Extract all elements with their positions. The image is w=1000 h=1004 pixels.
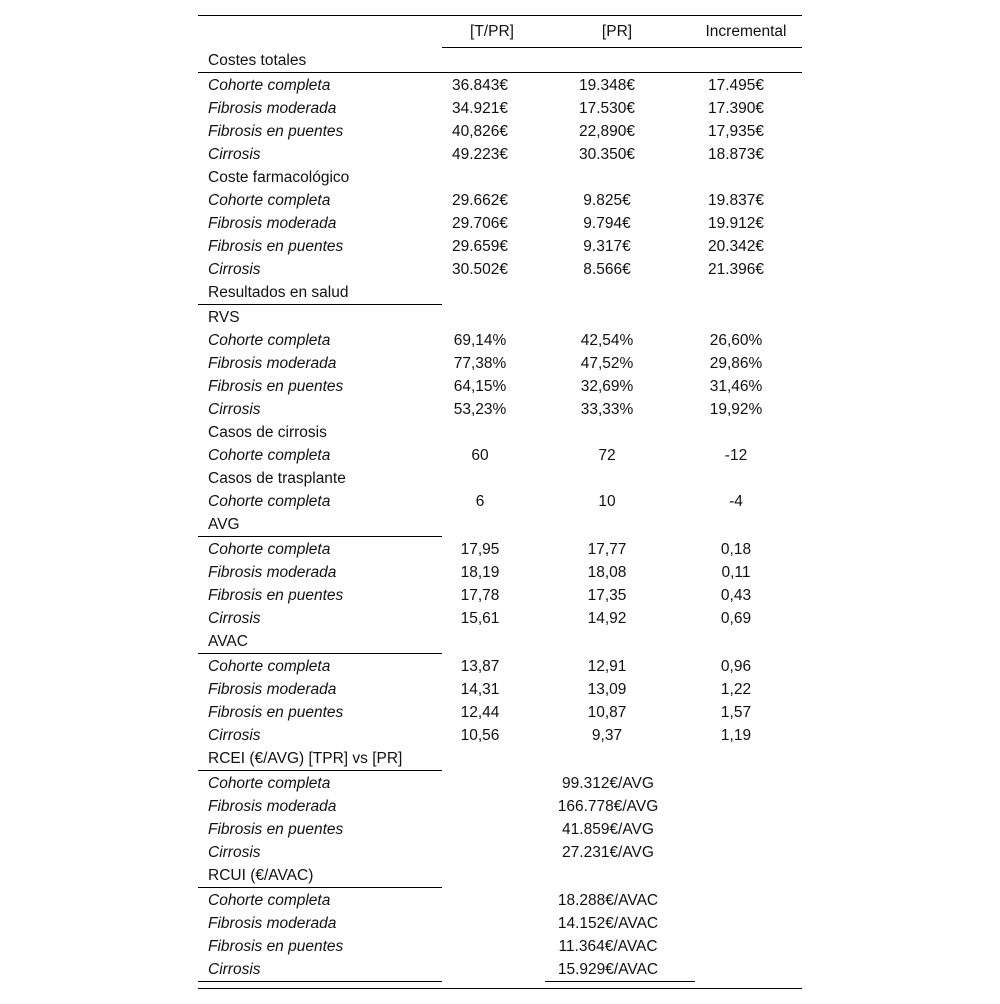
- table-row: Fibrosis en puentes 12,44 10,87 1,57: [208, 704, 752, 721]
- table-row: Cohorte completa 36.843€ 19.348€ 17.495€: [208, 77, 765, 94]
- section-resultados-salud: Resultados en salud: [208, 284, 349, 301]
- table-row: Cirrosis 30.502€ 8.566€ 21.396€: [208, 261, 765, 278]
- header-pr: [PR]: [601, 23, 633, 40]
- avac-rule: [198, 653, 442, 654]
- section-casos-trasplante: Casos de trasplante: [208, 470, 346, 487]
- table-row: Cohorte completa 13,87 12,91 0,96: [208, 658, 752, 675]
- table-row: Cirrosis 27.231€/AVG: [208, 844, 654, 861]
- table-row: Fibrosis moderada 14,31 13,09 1,22: [208, 681, 752, 698]
- rcui-rule: [198, 887, 442, 888]
- header-incremental: Incremental: [705, 23, 787, 40]
- section-coste-farmacologico: Coste farmacológico: [208, 169, 350, 186]
- table-row: Fibrosis moderada 14.152€/AVAC: [208, 915, 659, 932]
- table-row: Cohorte completa 99.312€/AVG: [208, 775, 654, 792]
- table-row: Fibrosis moderada 29.706€ 9.794€ 19.912€: [208, 215, 765, 232]
- header-tpr: [T/PR]: [470, 23, 514, 40]
- section-rvs: RVS: [208, 309, 240, 326]
- top-rule: [198, 15, 802, 16]
- section-rcui: RCUI (€/AVAC): [208, 867, 314, 884]
- table-row: Fibrosis moderada 34.921€ 17.530€ 17.390€: [208, 100, 765, 117]
- section-rcei: RCEI (€/AVG) [TPR] vs [PR]: [208, 750, 403, 767]
- section-avac: AVAC: [208, 633, 248, 650]
- final-rule: [198, 988, 802, 989]
- table-row: Fibrosis moderada 77,38% 47,52% 29,86%: [208, 355, 763, 372]
- salud-rule: [198, 304, 442, 305]
- section-avg: AVG: [208, 516, 240, 533]
- table-row: Fibrosis en puentes 17,78 17,35 0,43: [208, 587, 752, 604]
- section-costes-totales: Costes totales: [208, 52, 307, 69]
- header-rule: [442, 47, 802, 48]
- table-row: Cirrosis 15,61 14,92 0,69: [208, 610, 752, 627]
- costes-rule: [198, 72, 802, 73]
- table-row: Cohorte completa 69,14% 42,54% 26,60%: [208, 332, 763, 349]
- table-row: Cohorte completa 18.288€/AVAC: [208, 892, 659, 909]
- table-row: Fibrosis moderada 18,19 18,08 0,11: [208, 564, 751, 581]
- table-row: Fibrosis moderada 166.778€/AVG: [208, 798, 659, 815]
- table-row: Fibrosis en puentes 41.859€/AVG: [208, 821, 654, 838]
- table-row: Cohorte completa 17,95 17,77 0,18: [208, 541, 752, 558]
- table-row: Cirrosis 10,56 9,37 1,19: [208, 727, 752, 744]
- table-row: Cohorte completa 29.662€ 9.825€ 19.837€: [208, 192, 765, 209]
- table-row: Cohorte completa 60 72 -12: [208, 447, 748, 464]
- rcei-rule: [198, 770, 442, 771]
- section-casos-cirrosis: Casos de cirrosis: [208, 424, 327, 441]
- table-row: Cohorte completa 6 10 -4: [208, 493, 743, 510]
- table-row: Fibrosis en puentes 64,15% 32,69% 31,46%: [208, 378, 763, 395]
- table-row: Fibrosis en puentes 40,826€ 22,890€ 17,935€: [208, 123, 765, 140]
- table-row: Cirrosis 49.223€ 30.350€ 18.873€: [208, 146, 765, 163]
- avg-rule: [198, 536, 442, 537]
- table-row: Fibrosis en puentes 11.364€/AVAC: [208, 938, 658, 955]
- bottom-mid-rule: [545, 981, 695, 982]
- table-row: Cirrosis 53,23% 33,33% 19,92%: [208, 401, 763, 418]
- table-row: Fibrosis en puentes 29.659€ 9.317€ 20.342€: [208, 238, 765, 255]
- table-row: Cirrosis 15.929€/AVAC: [208, 961, 659, 978]
- bottom-left-rule: [198, 981, 442, 982]
